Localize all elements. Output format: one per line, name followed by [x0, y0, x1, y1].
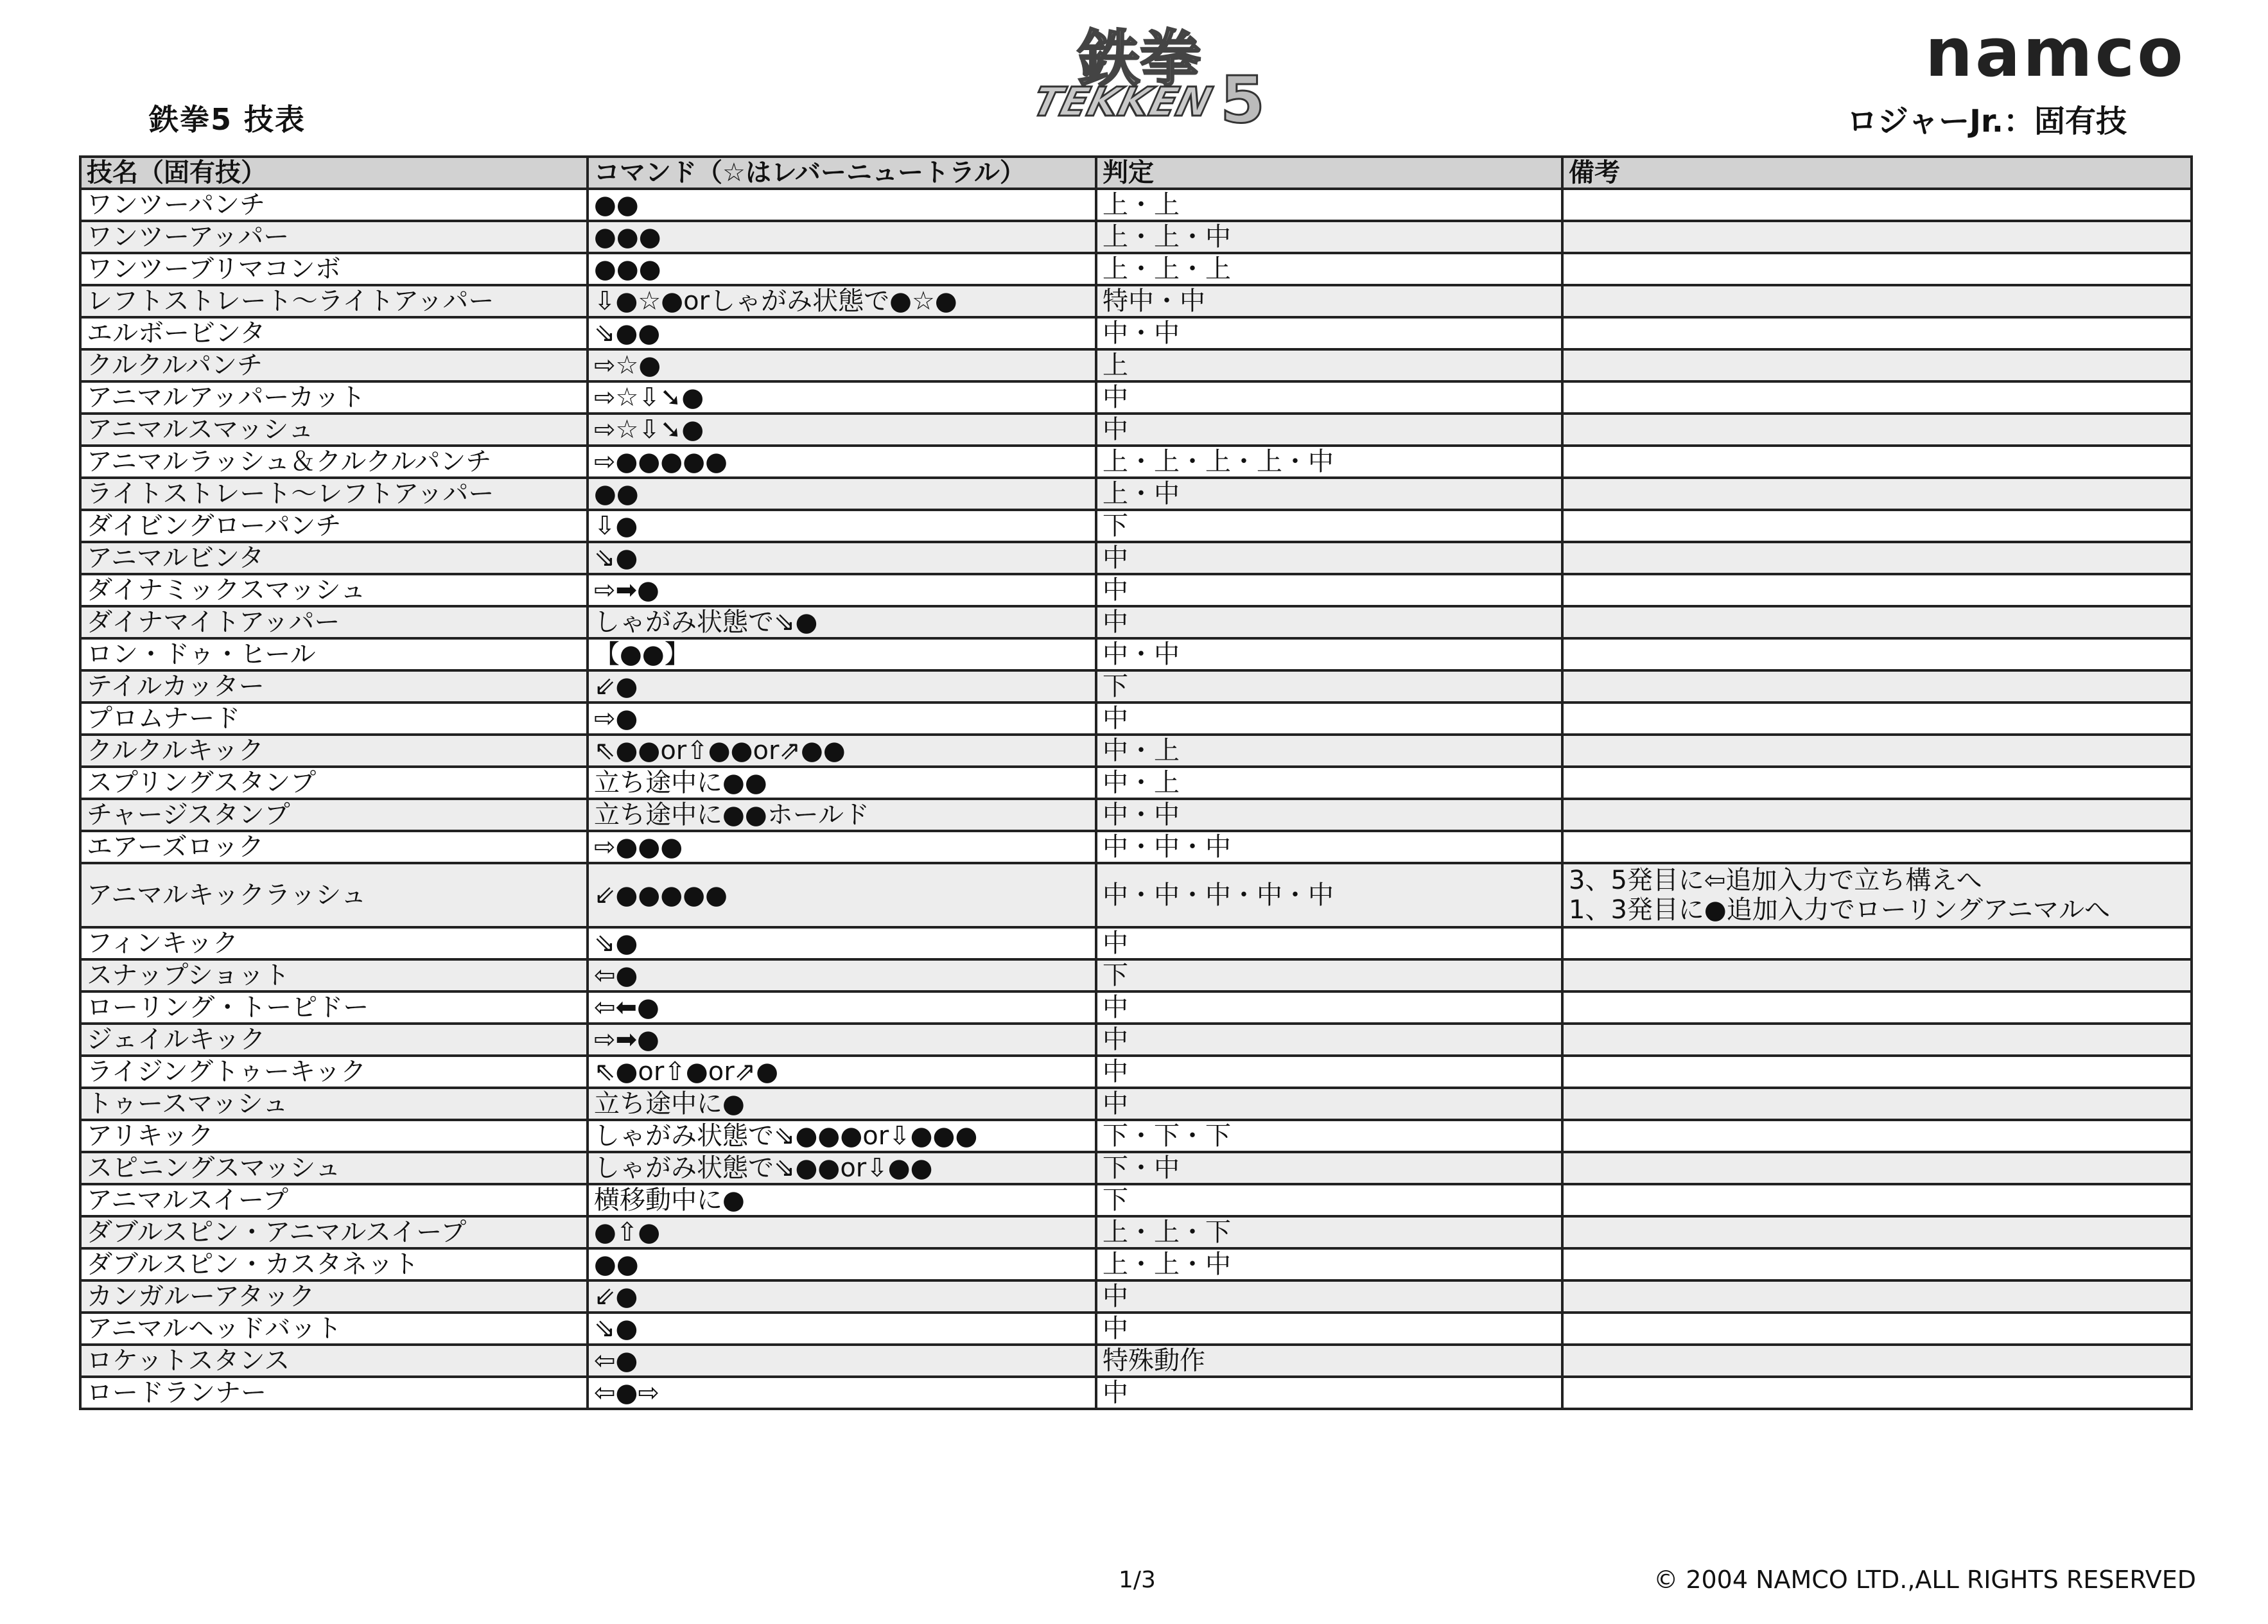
hit-level-cell: 中・上: [1096, 735, 1562, 767]
hit-level-cell: 上・上・上・上・中: [1096, 446, 1562, 478]
command-cell: ⇨☆⇩➘●: [588, 414, 1096, 446]
move-name-cell: ロン・ドゥ・ヒール: [80, 638, 588, 670]
command-cell: 立ち途中に●: [588, 1088, 1096, 1120]
copyright-notice: © 2004 NAMCO LTD.,ALL RIGHTS RESERVED: [1653, 1566, 2196, 1594]
table-row: [80, 253, 2192, 285]
tekken-logo-kanji: 鉄拳: [1078, 22, 1201, 95]
move-name-cell: チャージスタンプ: [80, 799, 588, 831]
document-title: 鉄拳5 技表: [149, 102, 306, 137]
move-name-cell: アニマルビンタ: [80, 542, 588, 574]
move-name-cell: アニマルキックラッシュ: [80, 863, 588, 927]
move-name-cell: ワンツーブリマコンボ: [80, 253, 588, 285]
move-name-cell: ダイビングローパンチ: [80, 510, 588, 542]
command-cell: ⇦⬅●: [588, 991, 1096, 1024]
table-row: [80, 863, 2192, 927]
table-row: [80, 1345, 2192, 1377]
command-cell: ⇘●: [588, 927, 1096, 959]
move-name-cell: ライジングトゥーキック: [80, 1056, 588, 1088]
hit-level-cell: 特中・中: [1096, 285, 1562, 317]
command-cell: ⇘●●: [588, 317, 1096, 349]
command-cell: ●●●: [588, 221, 1096, 253]
namco-logo: [1925, 23, 2246, 85]
notes-cell: [1562, 1216, 2192, 1248]
notes-cell: [1562, 799, 2192, 831]
move-name-cell: ダブルスピン・アニマルスイープ: [80, 1216, 588, 1248]
notes-cell: [1562, 1345, 2192, 1377]
notes-cell: [1562, 381, 2192, 414]
table-row: [80, 1248, 2192, 1280]
notes-cell: [1562, 606, 2192, 638]
command-cell: ⇨☆⇩➘●: [588, 381, 1096, 414]
hit-level-cell: 上: [1096, 349, 1562, 381]
notes-cell: [1562, 1088, 2192, 1120]
move-name-cell: エルボービンタ: [80, 317, 588, 349]
move-name-cell: アニマルラッシュ＆クルクルパンチ: [80, 446, 588, 478]
hit-level-cell: 上・上・中: [1096, 221, 1562, 253]
table-row: [80, 767, 2192, 799]
command-cell: ⇨➡●: [588, 574, 1096, 606]
hit-level-cell: 上・上・下: [1096, 1216, 1562, 1248]
hit-level-cell: 上・上・上: [1096, 253, 1562, 285]
hit-level-cell: 中・中: [1096, 799, 1562, 831]
hit-level-cell: 中: [1096, 381, 1562, 414]
hit-level-cell: 下: [1096, 1184, 1562, 1216]
table-row: [80, 638, 2192, 670]
command-cell: ⇨●●●: [588, 831, 1096, 863]
notes-cell: [1562, 478, 2192, 510]
notes-cell: [1562, 542, 2192, 574]
hit-level-cell: 下: [1096, 670, 1562, 703]
notes-cell: [1562, 414, 2192, 446]
command-cell: ⇩●: [588, 510, 1096, 542]
command-cell: ⇩●☆●orしゃがみ状態で●☆●: [588, 285, 1096, 317]
move-name-cell: ダブルスピン・カスタネット: [80, 1248, 588, 1280]
notes-cell: [1562, 221, 2192, 253]
move-name-cell: ダイナミックスマッシュ: [80, 574, 588, 606]
hit-level-cell: 中: [1096, 1280, 1562, 1313]
table-row: [80, 349, 2192, 381]
notes-cell: [1562, 703, 2192, 735]
table-row: [80, 1056, 2192, 1088]
command-cell: ⇨●●●●●: [588, 446, 1096, 478]
hit-level-cell: 上・上・中: [1096, 1248, 1562, 1280]
notes-cell: [1562, 991, 2192, 1024]
notes-cell: [1562, 831, 2192, 863]
move-name-cell: ダイナマイトアッパー: [80, 606, 588, 638]
column-header-notes: 備考: [1562, 157, 2192, 189]
table-row: [80, 414, 2192, 446]
move-name-cell: フィンキック: [80, 927, 588, 959]
notes-cell: [1562, 510, 2192, 542]
table-row: [80, 670, 2192, 703]
command-cell: ⇘●: [588, 1313, 1096, 1345]
move-name-cell: テイルカッター: [80, 670, 588, 703]
hit-level-cell: 中: [1096, 991, 1562, 1024]
notes-cell: [1562, 1280, 2192, 1313]
move-name-cell: アニマルスイープ: [80, 1184, 588, 1216]
notes-cell: [1562, 959, 2192, 991]
notes-cell: [1562, 189, 2192, 221]
command-cell: ⇨➡●: [588, 1024, 1096, 1056]
command-cell: ●●●: [588, 253, 1096, 285]
move-name-cell: アニマルアッパーカット: [80, 381, 588, 414]
hit-level-cell: 中: [1096, 542, 1562, 574]
command-cell: しゃがみ状態で⇘●●●or⇩●●●: [588, 1120, 1096, 1152]
notes-cell: [1562, 1056, 2192, 1088]
hit-level-cell: 中・上: [1096, 767, 1562, 799]
hit-level-cell: 中: [1096, 1024, 1562, 1056]
notes-cell: [1562, 253, 2192, 285]
table-row: [80, 1184, 2192, 1216]
notes-cell: [1562, 285, 2192, 317]
command-cell: ⇙●: [588, 670, 1096, 703]
table-row: [80, 478, 2192, 510]
move-name-cell: ジェイルキック: [80, 1024, 588, 1056]
table-row: [80, 1024, 2192, 1056]
move-name-cell: スピニングスマッシュ: [80, 1152, 588, 1184]
move-name-cell: スプリングスタンプ: [80, 767, 588, 799]
hit-level-cell: 中: [1096, 703, 1562, 735]
command-cell: ⇨●: [588, 703, 1096, 735]
table-row: [80, 703, 2192, 735]
hit-level-cell: 中: [1096, 1056, 1562, 1088]
notes-cell: [1562, 1120, 2192, 1152]
hit-level-cell: 上・上: [1096, 189, 1562, 221]
hit-level-cell: 中: [1096, 1313, 1562, 1345]
hit-level-cell: 中: [1096, 927, 1562, 959]
command-cell: 立ち途中に●●ホールド: [588, 799, 1096, 831]
notes-cell: [1562, 574, 2192, 606]
move-name-cell: クルクルキック: [80, 735, 588, 767]
table-row: [80, 1152, 2192, 1184]
move-name-cell: ワンツーアッパー: [80, 221, 588, 253]
table-row: [80, 221, 2192, 253]
move-name-cell: アリキック: [80, 1120, 588, 1152]
move-name-cell: トゥースマッシュ: [80, 1088, 588, 1120]
column-header-command: コマンド（☆はレバーニュートラル）: [588, 157, 1096, 189]
command-cell: 横移動中に●: [588, 1184, 1096, 1216]
hit-level-cell: 下・中: [1096, 1152, 1562, 1184]
table-row: [80, 574, 2192, 606]
command-cell: ⇘●: [588, 542, 1096, 574]
table-row: [80, 189, 2192, 221]
table-row: [80, 991, 2192, 1024]
notes-cell: [1562, 670, 2192, 703]
hit-level-cell: 下・下・下: [1096, 1120, 1562, 1152]
move-list-table: [79, 155, 2193, 1410]
notes-cell: [1562, 1152, 2192, 1184]
notes-cell: [1562, 349, 2192, 381]
notes-cell: 3、5発目に⇦追加入力で立ち構えへ 1、3発目に●追加入力でローリングアニマルへ: [1562, 863, 2192, 927]
hit-level-cell: 上・中: [1096, 478, 1562, 510]
table-row: [80, 510, 2192, 542]
move-name-cell: レフトストレート～ライトアッパー: [80, 285, 588, 317]
move-name-cell: ロケットスタンス: [80, 1345, 588, 1377]
hit-level-cell: 中: [1096, 1377, 1562, 1409]
move-name-cell: ワンツーパンチ: [80, 189, 588, 221]
command-cell: しゃがみ状態で⇘●●or⇩●●: [588, 1152, 1096, 1184]
notes-cell: [1562, 317, 2192, 349]
table-row: [80, 606, 2192, 638]
command-cell: 【●●】: [588, 638, 1096, 670]
hit-level-cell: 中: [1096, 414, 1562, 446]
hit-level-cell: 中: [1096, 574, 1562, 606]
table-row: [80, 1313, 2192, 1345]
table-row: [80, 542, 2192, 574]
notes-cell: [1562, 1248, 2192, 1280]
table-row: [80, 927, 2192, 959]
hit-level-cell: 中・中・中・中・中: [1096, 863, 1562, 927]
table-header-row: [80, 157, 2192, 189]
table-row: [80, 1377, 2192, 1409]
hit-level-cell: 中: [1096, 606, 1562, 638]
table-row: [80, 446, 2192, 478]
table-row: [80, 799, 2192, 831]
notes-cell: [1562, 446, 2192, 478]
notes-cell: [1562, 735, 2192, 767]
hit-level-cell: 特殊動作: [1096, 1345, 1562, 1377]
hit-level-cell: 中・中: [1096, 638, 1562, 670]
command-cell: ⇙●: [588, 1280, 1096, 1313]
namco-logo-text: namco: [1925, 23, 2186, 85]
table-row: [80, 285, 2192, 317]
tekken-logo-number: 5: [1220, 62, 1265, 128]
notes-cell: [1562, 1024, 2192, 1056]
hit-level-cell: 下: [1096, 510, 1562, 542]
table-row: [80, 735, 2192, 767]
command-cell: 立ち途中に●●: [588, 767, 1096, 799]
command-cell: ⇦●: [588, 959, 1096, 991]
table-row: [80, 1088, 2192, 1120]
table-row: [80, 831, 2192, 863]
table-row: [80, 381, 2192, 414]
hit-level-cell: 中: [1096, 1088, 1562, 1120]
move-name-cell: スナップショット: [80, 959, 588, 991]
hit-level-cell: 下: [1096, 959, 1562, 991]
character-title: ロジャーJr.：固有技: [1847, 103, 2127, 139]
command-cell: ⇙●●●●●: [588, 863, 1096, 927]
column-header-move-name: 技名（固有技）: [80, 157, 588, 189]
move-name-cell: カンガルーアタック: [80, 1280, 588, 1313]
move-name-cell: アニマルスマッシュ: [80, 414, 588, 446]
command-cell: ⇦●⇨: [588, 1377, 1096, 1409]
tekken-logo-wordmark: TEKKEN: [1028, 78, 1217, 125]
move-name-cell: ライトストレート～レフトアッパー: [80, 478, 588, 510]
move-name-cell: アニマルヘッドバット: [80, 1313, 588, 1345]
column-header-hit-level: 判定: [1096, 157, 1562, 189]
command-cell: ⇖●●or⇧●●or⇗●●: [588, 735, 1096, 767]
table-row: [80, 317, 2192, 349]
move-name-cell: プロムナード: [80, 703, 588, 735]
hit-level-cell: 中・中・中: [1096, 831, 1562, 863]
command-cell: ⇦●: [588, 1345, 1096, 1377]
command-cell: ⇨☆●: [588, 349, 1096, 381]
notes-cell: [1562, 638, 2192, 670]
command-cell: ●⇧●: [588, 1216, 1096, 1248]
notes-cell: [1562, 927, 2192, 959]
notes-cell: [1562, 1184, 2192, 1216]
notes-cell: [1562, 1377, 2192, 1409]
command-cell: ●●: [588, 189, 1096, 221]
notes-cell: [1562, 1313, 2192, 1345]
command-cell: ⇖●or⇧●or⇗●: [588, 1056, 1096, 1088]
command-cell: ●●: [588, 1248, 1096, 1280]
table-row: [80, 1120, 2192, 1152]
table-row: [80, 1216, 2192, 1248]
command-cell: ●●: [588, 478, 1096, 510]
tekken-logo: [1011, 19, 1268, 128]
hit-level-cell: 中・中: [1096, 317, 1562, 349]
table-row: [80, 959, 2192, 991]
command-cell: しゃがみ状態で⇘●: [588, 606, 1096, 638]
table-row: [80, 1280, 2192, 1313]
page-number: 1/3: [1119, 1567, 1156, 1593]
notes-cell: [1562, 767, 2192, 799]
move-name-cell: クルクルパンチ: [80, 349, 588, 381]
move-name-cell: ロードランナー: [80, 1377, 588, 1409]
move-rows: [80, 189, 2192, 1409]
move-name-cell: エアーズロック: [80, 831, 588, 863]
move-name-cell: ローリング・トーピドー: [80, 991, 588, 1024]
